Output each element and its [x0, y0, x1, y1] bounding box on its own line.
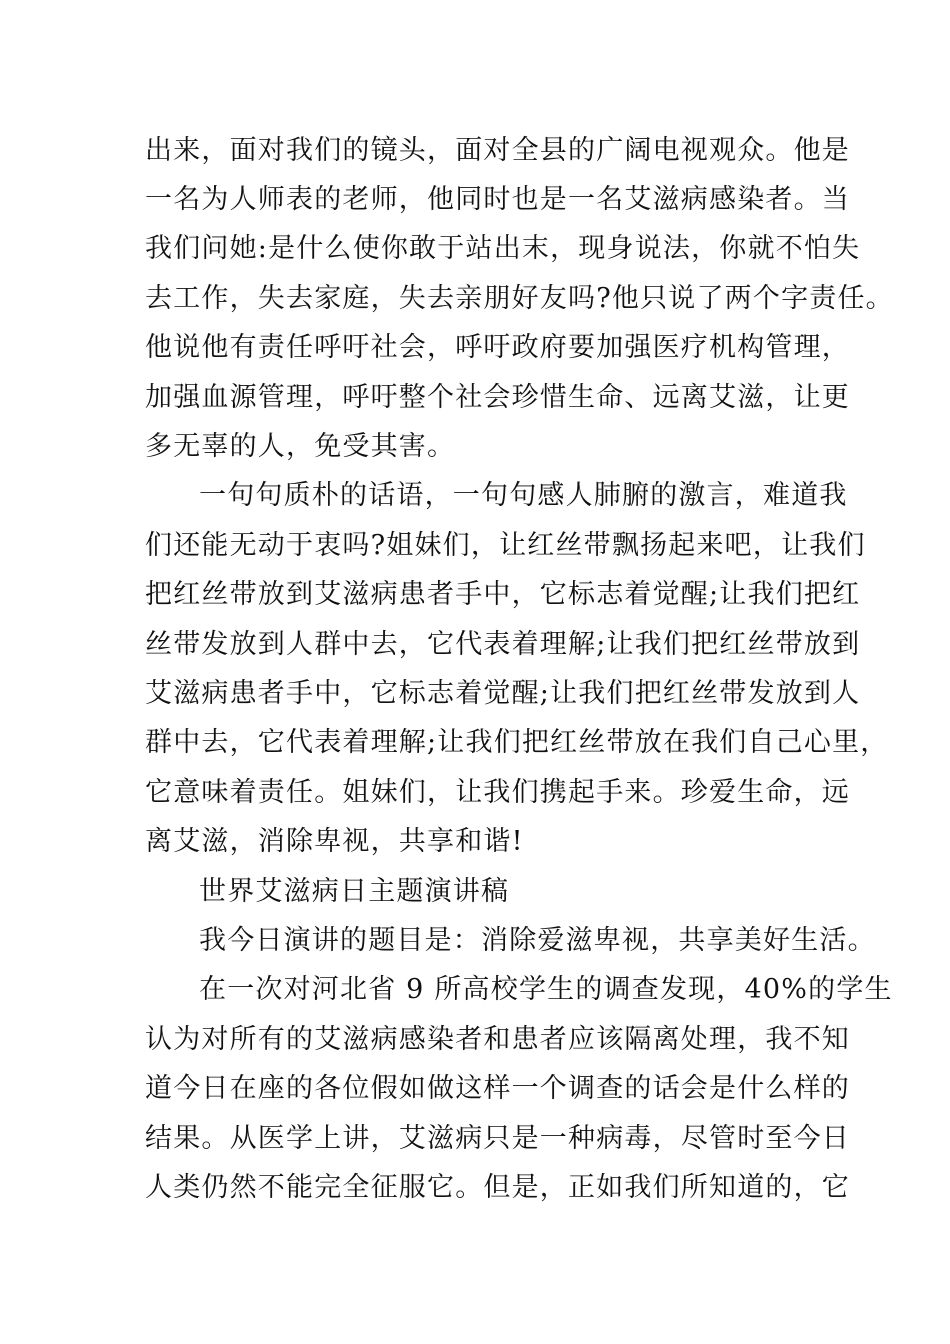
text-line: 们还能无动于衷吗?姐妹们，让红丝带飘扬起来吧，让我们 [145, 530, 866, 561]
text-line: 出来，面对我们的镜头，面对全县的广阔电视观众。他是 [145, 135, 850, 166]
text-line: 去工作，失去家庭，失去亲朋好友吗?他只说了两个字责任。 [145, 283, 894, 314]
text-line: 我们问她:是什么使你敢于站出末，现身说法，你就不怕失 [145, 233, 861, 264]
paragraph-first-line: 在一次对河北省 9 所高校学生的调查发现，40%的学生 [199, 974, 893, 1005]
text-line: 多无辜的人，免受其害。 [145, 431, 456, 462]
text-line: 它意味着责任。姐妹们，让我们携起手来。珍爱生命，远 [145, 777, 850, 808]
text-line: 把红丝带放到艾滋病患者手中，它标志着觉醒;让我们把红 [145, 579, 861, 610]
section-title: 世界艾滋病日主题演讲稿 [199, 876, 510, 907]
text-line: 加强血源管理，呼吁整个社会珍惜生命、远离艾滋，让更 [145, 382, 850, 413]
text-line: 一名为人师表的老师，他同时也是一名艾滋病感染者。当 [145, 184, 850, 215]
text-line: 他说他有责任呼吁社会，呼吁政府要加强医疗机构管理， [145, 332, 850, 363]
paragraph-first-line: 我今日演讲的题目是：消除爱滋卑视，共享美好生活。 [199, 925, 876, 956]
text-line: 群中去，它代表着理解;让我们把红丝带放在我们自己心里， [145, 727, 889, 758]
text-line: 丝带发放到人群中去，它代表着理解;让我们把红丝带放到 [145, 629, 861, 660]
paragraph-first-line: 一句句质朴的话语，一句句感人肺腑的激言，难道我 [199, 480, 848, 511]
text-line: 离艾滋，消除卑视，共享和谐! [145, 826, 524, 857]
text-line: 人类仍然不能完全征服它。但是，正如我们所知道的，它 [145, 1172, 850, 1203]
text-line: 认为对所有的艾滋病感染者和患者应该隔离处理，我不知 [145, 1024, 850, 1055]
text-line: 结果。从医学上讲，艾滋病只是一种病毒，尽管时至今日 [145, 1123, 850, 1154]
text-line: 艾滋病患者手中，它标志着觉醒;让我们把红丝带发放到人 [145, 678, 861, 709]
text-line: 道今日在座的各位假如做这样一个调查的话会是什么样的 [145, 1073, 850, 1104]
